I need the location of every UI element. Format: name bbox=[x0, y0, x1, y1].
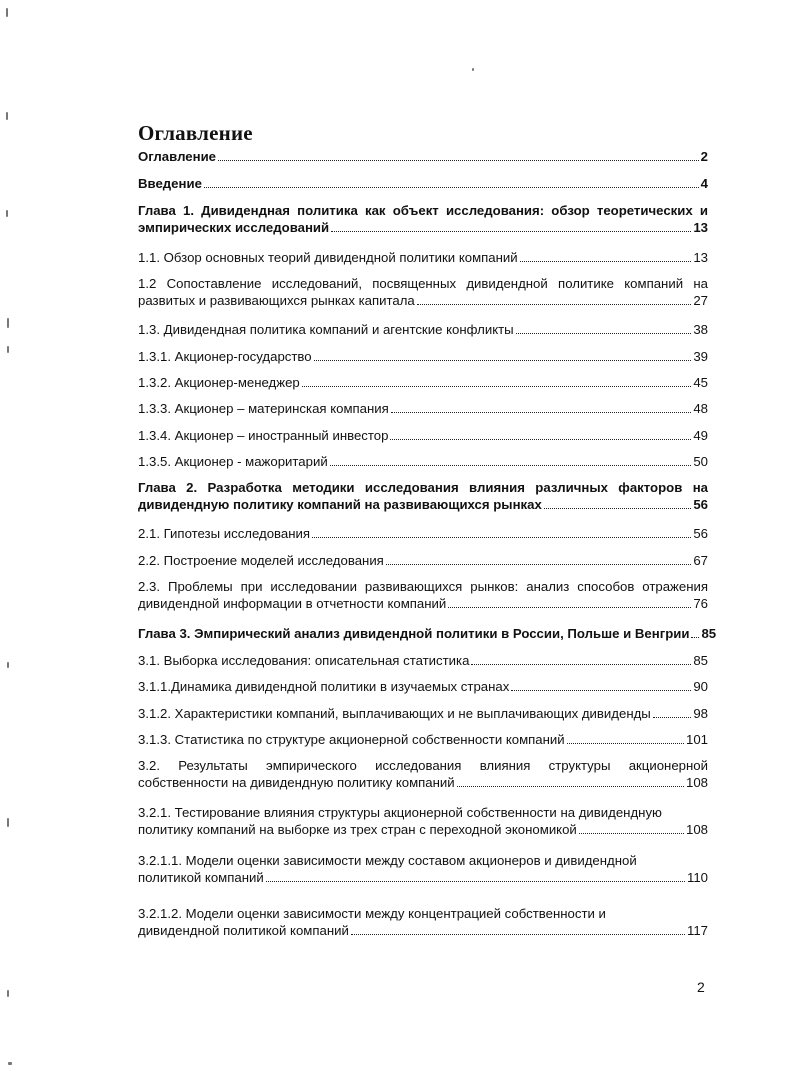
scan-speck bbox=[6, 210, 8, 217]
scan-speck bbox=[7, 318, 9, 328]
dot-leader bbox=[391, 401, 692, 413]
toc-entry-page: 13 bbox=[693, 220, 708, 235]
toc-entry bbox=[138, 275, 708, 309]
toc-entry-page: 45 bbox=[693, 375, 708, 390]
toc-entry-page: 39 bbox=[693, 349, 708, 364]
toc-entry bbox=[138, 852, 708, 886]
dot-leader bbox=[579, 822, 684, 834]
dot-leader bbox=[302, 375, 692, 387]
toc-entry-line1: Глава 2. Разработка методики исследования влияния различных факторов на bbox=[138, 480, 708, 495]
toc-entry-text: Глава 3. Эмпирический анализ дивидендной политики в России, Польше и Венгрии bbox=[138, 626, 690, 641]
toc-entry-page: 56 bbox=[693, 497, 708, 512]
dot-leader bbox=[511, 679, 691, 691]
toc-entry-line1: 3.2. Результаты эмпирического исследования влияния структуры акционерной bbox=[138, 758, 708, 773]
dot-leader bbox=[218, 149, 699, 161]
toc-entry bbox=[138, 249, 708, 266]
toc-entry-text: 3.1.2. Характеристики компаний, выплачивающих и не выплачивающих дивиденды bbox=[138, 706, 651, 721]
toc-entry bbox=[138, 202, 708, 236]
dot-leader bbox=[330, 454, 692, 466]
toc-entry-page: 117 bbox=[686, 923, 708, 938]
toc-entry-text: 3.1.3. Статистика по структуре акционерной собственности компаний bbox=[138, 732, 565, 747]
toc-entry-text: политику компаний на выборке из трех стран с переходной экономикой bbox=[138, 822, 577, 837]
toc-entry-page: 85 bbox=[693, 653, 708, 668]
toc-entry-text: собственности на дивидендную политику компаний bbox=[138, 775, 455, 790]
toc-entry-text: дивидендную политику компаний на развивающихся рынках bbox=[138, 497, 542, 512]
toc-entry bbox=[138, 905, 708, 939]
toc-entry-text: эмпирических исследований bbox=[138, 220, 330, 235]
toc-entry-page: 50 bbox=[693, 454, 708, 469]
dot-leader bbox=[520, 250, 692, 262]
toc-entry bbox=[138, 348, 708, 365]
toc-entry-line1: 3.2.1. Тестирование влияния структуры акционерной собственности на дивидендную bbox=[138, 805, 662, 820]
toc-entry bbox=[138, 400, 708, 417]
toc-entry bbox=[138, 731, 708, 748]
dot-leader bbox=[448, 596, 691, 608]
toc-entry-text: 1.3.3. Акционер – материнская компания bbox=[138, 401, 389, 416]
dot-leader bbox=[417, 293, 692, 305]
toc-entry bbox=[138, 757, 708, 791]
toc-entry-text: 1.3.1. Акционер-государство bbox=[138, 349, 312, 364]
toc-entry-line1: 3.2.1.1. Модели оценки зависимости между составом акционеров и дивидендной bbox=[138, 853, 637, 868]
toc-entry-page: 76 bbox=[693, 596, 708, 611]
scan-speck bbox=[6, 112, 8, 120]
toc-entry-page: 67 bbox=[693, 553, 708, 568]
scan-speck bbox=[7, 346, 9, 353]
page-number: 2 bbox=[697, 979, 705, 995]
toc-entry-page: 85 bbox=[701, 626, 717, 641]
toc-entry bbox=[138, 625, 717, 642]
toc-title: Оглавление bbox=[138, 121, 253, 145]
scan-speck bbox=[472, 68, 474, 71]
toc-entry-page: 48 bbox=[693, 401, 708, 416]
toc-entry-line1: Глава 1. Дивидендная политика как объект исследования: обзор теоретических и bbox=[138, 203, 708, 218]
toc-entry-page: 101 bbox=[685, 732, 708, 747]
toc-entry bbox=[138, 427, 708, 444]
dot-leader bbox=[331, 220, 691, 232]
toc-entry bbox=[138, 804, 708, 838]
dot-leader bbox=[204, 176, 699, 188]
toc-entry-text: 1.3. Дивидендная политика компаний и агентские конфликты bbox=[138, 322, 514, 337]
toc-entry bbox=[138, 525, 708, 542]
scan-speck bbox=[7, 662, 9, 668]
toc-entry-line1: 2.3. Проблемы при исследовании развивающихся рынков: анализ способов отражения bbox=[138, 579, 708, 594]
toc-entry bbox=[138, 652, 708, 669]
toc-entry-text: 3.1. Выборка исследования: описательная статистика bbox=[138, 653, 470, 668]
dot-leader bbox=[567, 732, 684, 744]
toc-entry-page: 56 bbox=[693, 526, 708, 541]
toc-entry-page: 27 bbox=[693, 293, 708, 308]
dot-leader bbox=[653, 706, 692, 718]
toc-entry-line1: 1.2 Сопоставление исследований, посвященных дивидендной политике компаний на bbox=[138, 276, 708, 291]
dot-leader bbox=[266, 870, 685, 882]
dot-leader bbox=[691, 626, 699, 638]
toc-entry-text: дивидендной информации в отчетности компаний bbox=[138, 596, 447, 611]
toc-entry-page: 4 bbox=[700, 176, 708, 191]
toc-entry-text: Оглавление bbox=[138, 149, 217, 164]
toc-entry bbox=[138, 374, 708, 391]
toc-entry-text: 1.3.5. Акционер - мажоритарий bbox=[138, 454, 328, 469]
toc-entry bbox=[138, 148, 708, 165]
toc-entry bbox=[138, 175, 708, 192]
toc-entry-page: 110 bbox=[686, 870, 708, 885]
toc-entry-line1: 3.2.1.2. Модели оценки зависимости между концентрацией собственности и bbox=[138, 906, 606, 921]
toc-entry-text: 2.1. Гипотезы исследования bbox=[138, 526, 311, 541]
toc-entry bbox=[138, 453, 708, 470]
toc-entry-page: 108 bbox=[685, 775, 708, 790]
scan-speck bbox=[7, 990, 9, 997]
scan-speck bbox=[7, 818, 9, 827]
toc-entry-text: 1.3.2. Акционер-менеджер bbox=[138, 375, 300, 390]
toc-entry-page: 13 bbox=[693, 250, 708, 265]
toc-entry-text: дивидендной политикой компаний bbox=[138, 923, 349, 938]
toc-entry-page: 108 bbox=[685, 822, 708, 837]
dot-leader bbox=[516, 322, 692, 334]
toc-entry bbox=[138, 479, 708, 513]
toc-entry-page: 2 bbox=[700, 149, 708, 164]
toc-entry-text: развитых и развивающихся рынках капитала bbox=[138, 293, 415, 308]
toc-entry bbox=[138, 552, 708, 569]
toc-entry bbox=[138, 321, 708, 338]
dot-leader bbox=[386, 553, 692, 565]
scan-speck bbox=[8, 1062, 12, 1065]
toc-entry-page: 90 bbox=[693, 679, 708, 694]
toc-entry-text: 1.3.4. Акционер – иностранный инвестор bbox=[138, 428, 389, 443]
toc-entry-text: политикой компаний bbox=[138, 870, 264, 885]
toc-entry bbox=[138, 578, 708, 612]
dot-leader bbox=[544, 497, 692, 509]
dot-leader bbox=[314, 349, 692, 361]
toc-entry-text: 2.2. Построение моделей исследования bbox=[138, 553, 384, 568]
dot-leader bbox=[351, 923, 685, 935]
dot-leader bbox=[312, 526, 691, 538]
toc-entry-text: Введение bbox=[138, 176, 202, 191]
toc-entry-text: 3.1.1.Динамика дивидендной политики в изучаемых странах bbox=[138, 679, 510, 694]
toc-entry bbox=[138, 678, 708, 695]
toc-entry-text: 1.1. Обзор основных теорий дивидендной политики компаний bbox=[138, 250, 518, 265]
dot-leader bbox=[471, 653, 691, 665]
dot-leader bbox=[390, 428, 691, 440]
toc-entry-page: 98 bbox=[693, 706, 708, 721]
toc-entry-page: 38 bbox=[693, 322, 708, 337]
scan-speck bbox=[6, 8, 8, 17]
toc-entry-page: 49 bbox=[693, 428, 708, 443]
dot-leader bbox=[457, 775, 684, 787]
toc-entry bbox=[138, 705, 708, 722]
